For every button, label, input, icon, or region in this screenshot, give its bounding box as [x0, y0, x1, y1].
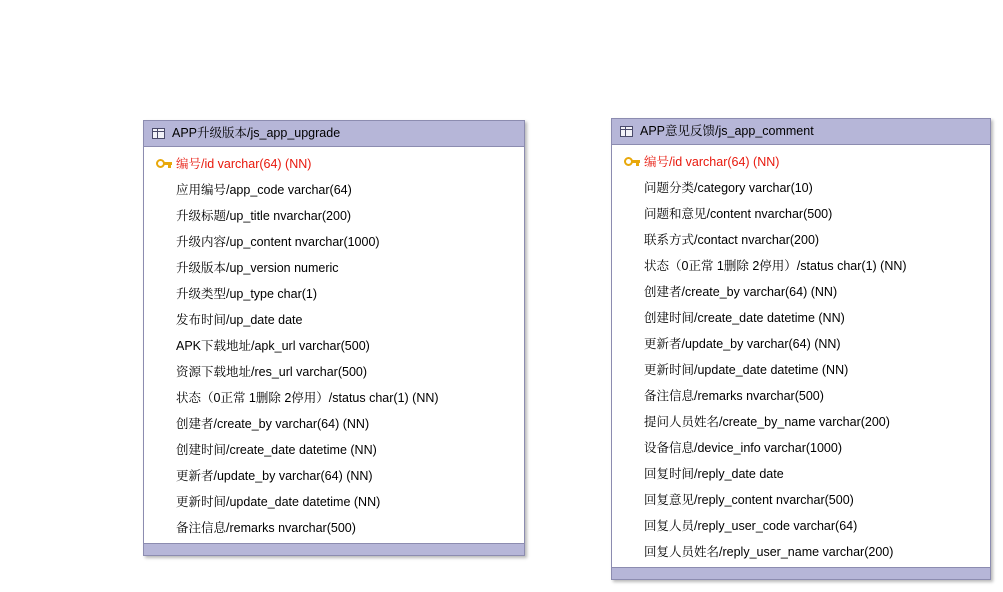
entity-title: APP升级版本/js_app_upgrade: [172, 126, 341, 141]
attribute-label: 回复意见/reply_content nvarchar(500): [644, 492, 854, 507]
attribute-label: 更新时间/update_date datetime (NN): [644, 362, 849, 377]
attribute-label: 备注信息/remarks nvarchar(500): [176, 520, 356, 535]
attribute-row[interactable]: [144, 385, 524, 411]
attribute-label: 编号/id varchar(64) (NN): [644, 154, 780, 169]
attribute-row[interactable]: [612, 227, 990, 253]
attribute-row[interactable]: [612, 435, 990, 461]
attribute-row[interactable]: [612, 175, 990, 201]
entity-js-app-comment[interactable]: [611, 118, 991, 580]
attribute-label: 回复人员/reply_user_code varchar(64): [644, 518, 858, 533]
entity-footer: [612, 567, 990, 579]
entity-header[interactable]: [144, 121, 524, 147]
attribute-row[interactable]: [144, 463, 524, 489]
attribute-row[interactable]: [144, 203, 524, 229]
attribute-label: 状态（0正常 1删除 2停用）/status char(1) (NN): [176, 390, 439, 405]
attribute-label: 资源下载地址/res_url varchar(500): [176, 364, 368, 379]
attribute-row[interactable]: [612, 149, 990, 175]
attribute-label: 应用编号/app_code varchar(64): [176, 182, 352, 197]
attribute-row[interactable]: [612, 383, 990, 409]
attribute-label: 回复人员姓名/reply_user_name varchar(200): [644, 544, 894, 559]
entity-title: APP意见反馈/js_app_comment: [640, 124, 814, 139]
attribute-label: 创建者/create_by varchar(64) (NN): [176, 416, 370, 431]
attribute-row[interactable]: [612, 357, 990, 383]
attribute-label: 升级类型/up_type char(1): [176, 286, 318, 301]
attribute-label: 创建时间/create_date datetime (NN): [176, 442, 377, 457]
attribute-label: 升级内容/up_content nvarchar(1000): [176, 234, 380, 249]
attribute-label: 问题分类/category varchar(10): [644, 180, 813, 195]
attribute-row[interactable]: [612, 409, 990, 435]
attribute-label: 回复时间/reply_date date: [644, 466, 784, 481]
attribute-row[interactable]: [144, 151, 524, 177]
attribute-label: 提问人员姓名/create_by_name varchar(200): [644, 414, 890, 429]
table-icon: [152, 128, 165, 139]
attribute-list: [612, 145, 990, 567]
attribute-row[interactable]: [612, 539, 990, 565]
attribute-row[interactable]: [612, 305, 990, 331]
attribute-row[interactable]: [144, 359, 524, 385]
attribute-row[interactable]: [144, 177, 524, 203]
attribute-row[interactable]: [144, 307, 524, 333]
attribute-label: 设备信息/device_info varchar(1000): [644, 440, 842, 455]
attribute-label: 创建时间/create_date datetime (NN): [644, 310, 845, 325]
entity-js-app-upgrade[interactable]: [143, 120, 525, 556]
attribute-row[interactable]: [144, 489, 524, 515]
attribute-row[interactable]: [144, 515, 524, 541]
attribute-label: 更新时间/update_date datetime (NN): [176, 494, 381, 509]
attribute-label: 更新者/update_by varchar(64) (NN): [176, 468, 373, 483]
attribute-label: 状态（0正常 1删除 2停用）/status char(1) (NN): [644, 258, 907, 273]
attribute-row[interactable]: [612, 487, 990, 513]
entity-header[interactable]: [612, 119, 990, 145]
attribute-row[interactable]: [612, 253, 990, 279]
attribute-row[interactable]: [144, 255, 524, 281]
attribute-label: 发布时间/up_date date: [176, 312, 303, 327]
attribute-label: 更新者/update_by varchar(64) (NN): [644, 336, 841, 351]
attribute-label: 联系方式/contact nvarchar(200): [644, 232, 820, 247]
attribute-row[interactable]: [612, 461, 990, 487]
table-icon: [620, 126, 633, 137]
primary-key-icon: [152, 159, 176, 170]
attribute-row[interactable]: [612, 331, 990, 357]
attribute-label: 升级标题/up_title nvarchar(200): [176, 208, 352, 223]
attribute-row[interactable]: [144, 437, 524, 463]
attribute-label: 创建者/create_by varchar(64) (NN): [644, 284, 838, 299]
attribute-row[interactable]: [144, 333, 524, 359]
attribute-row[interactable]: [144, 411, 524, 437]
attribute-list: [144, 147, 524, 543]
attribute-label: 备注信息/remarks nvarchar(500): [644, 388, 824, 403]
attribute-row[interactable]: [144, 229, 524, 255]
attribute-row[interactable]: [612, 279, 990, 305]
attribute-label: 编号/id varchar(64) (NN): [176, 156, 312, 171]
entity-footer: [144, 543, 524, 555]
attribute-row[interactable]: [144, 281, 524, 307]
attribute-label: APK下载地址/apk_url varchar(500): [176, 338, 370, 353]
attribute-label: 升级版本/up_version numeric: [176, 260, 339, 275]
primary-key-icon: [620, 157, 644, 168]
attribute-row[interactable]: [612, 201, 990, 227]
attribute-label: 问题和意见/content nvarchar(500): [644, 206, 833, 221]
attribute-row[interactable]: [612, 513, 990, 539]
